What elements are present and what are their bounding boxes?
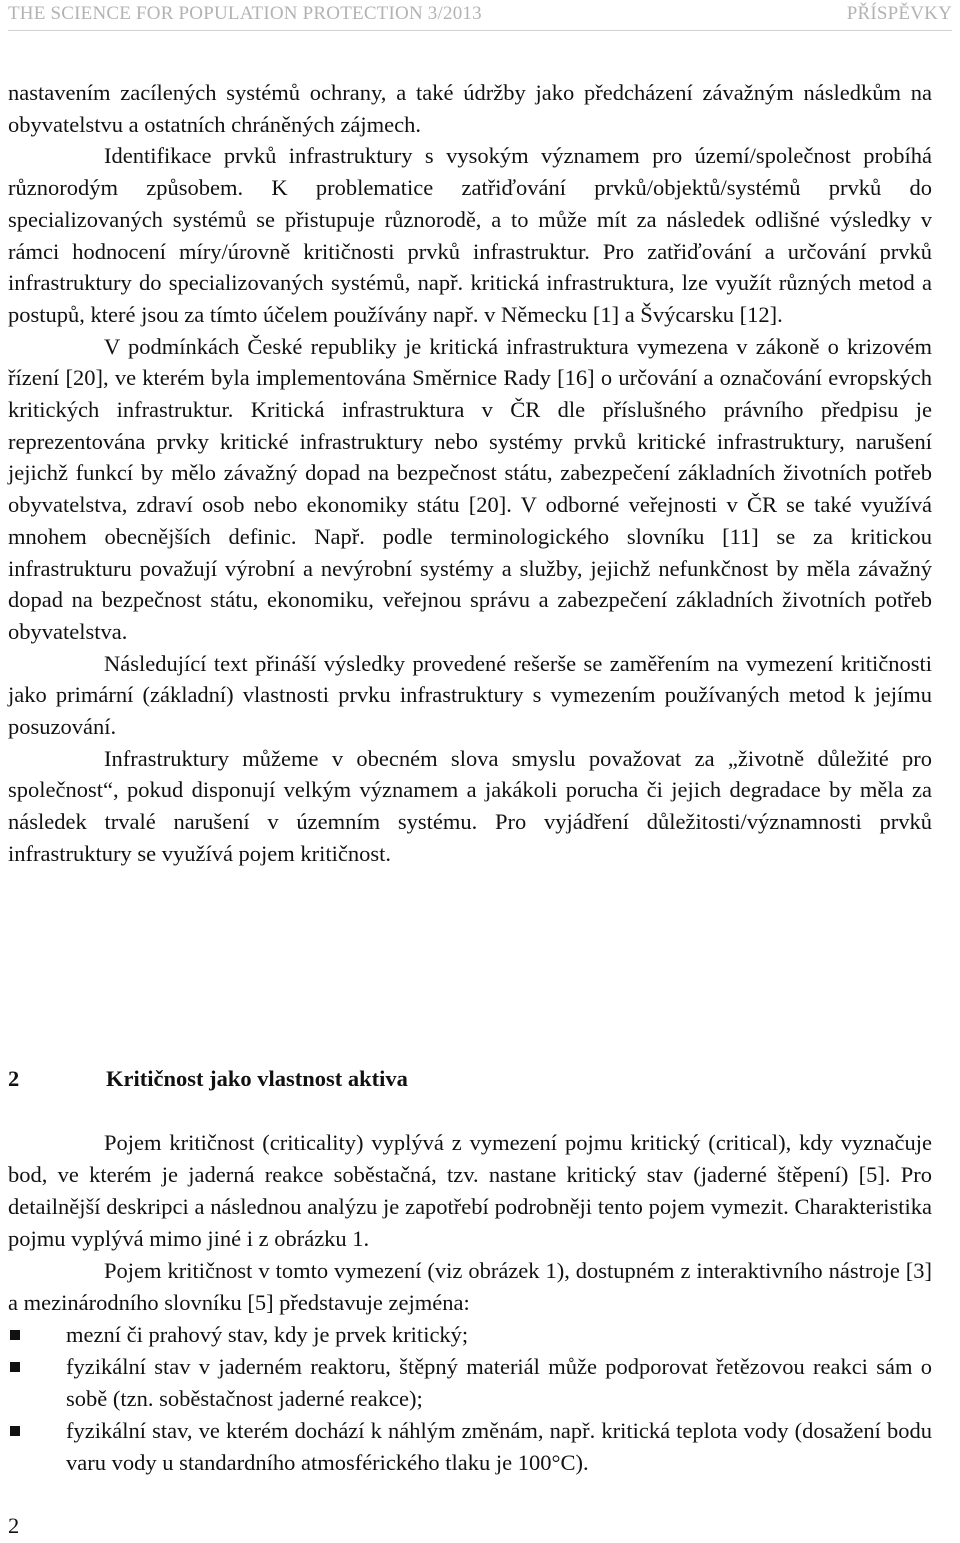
paragraph: Identifikace prvků infrastruktury s vysokým významem pro území/společnost probíhá různorodým způsobem. K problematice zatřiďování prvků/objektů/systémů prvků do specializovaných systémů se přistupuje různorodě, a to může mít za následek odlišné výsledky v rámci hodnocení míry/úrovně kritičnosti prvků infrastruktur. Pro zatřiďování a určování prvků infrastruktury do specializovaných systémů, např. kritická infrastruktura, lze využít různých metod a postupů, které jsou za tímto účelem používány např. v Německu [1] a Švýcarsku [12]. bbox=[8, 143, 932, 327]
bullet-list bbox=[8, 1319, 932, 1479]
list-item-text: mezní či prahový stav, kdy je prvek kritický; bbox=[66, 1322, 469, 1347]
section-number: 2 bbox=[8, 1066, 20, 1091]
section-title: Kritičnost jako vlastnost aktiva bbox=[106, 1066, 408, 1091]
square-bullet-icon bbox=[10, 1426, 20, 1436]
list-item bbox=[8, 1319, 932, 1351]
page-number: 2 bbox=[8, 1513, 20, 1538]
list-item-text: fyzikální stav, ve kterém dochází k náhlým změnám, např. kritická teplota vody (dosažení bodu varu vody u standardního atmosférického tlaku je 100°C). bbox=[66, 1418, 932, 1475]
list-item-text: fyzikální stav v jaderném reaktoru, štěpný materiál může podporovat řetězovou reakci sám o sobě (tzn. soběstačnost jaderné reakce); bbox=[66, 1354, 932, 1411]
paragraph: Pojem kritičnost v tomto vymezení (viz obrázek 1), dostupném z interaktivního nástroje [3] a mezinárodního slovníku [5] představuje zejména: bbox=[8, 1258, 932, 1315]
paragraph: Následující text přináší výsledky provedené rešerše se zaměřením na vymezení kritičnosti jako primární (základní) vlastnosti prvku infrastruktury s vymezením používaných metod k jejímu posuzování. bbox=[8, 650, 932, 740]
header-divider bbox=[8, 30, 952, 31]
paragraph: Pojem kritičnost (criticality) vyplývá z vymezení pojmu kritický (critical), kdy vyznačuje bod, ve kterém je jaderná reakce soběstačná, tzv. nastane kritický stav (jaderné štěpení) [5]. Pro detailnější deskripci a následnou analýzu je zapotřebí podrobněji tento pojem vymezit. Charakteristika pojmu vyplývá mimo jiné i z obrázku 1. bbox=[8, 1130, 932, 1251]
list-item bbox=[8, 1415, 932, 1479]
journal-title: THE SCIENCE FOR POPULATION PROTECTION 3/2013 bbox=[8, 3, 482, 24]
paragraph: nastavením zacílených systémů ochrany, a také údržby jako předcházení závažným následkům na obyvatelstvu a ostatních chráněných zájmech. bbox=[8, 80, 932, 137]
section-label: PŘÍSPĚVKY bbox=[846, 3, 952, 24]
section-body bbox=[8, 1127, 932, 1479]
paragraph: V podmínkách České republiky je kritická infrastruktura vymezena v zákoně o krizovém řízení [20], ve kterém byla implementována Směrnice Rady [16] o určování a označování evropských kritických infrastruktur. Kritická infrastruktura v ČR dle příslušného právního předpisu je reprezentována prvky kritické infrastruktury nebo systémy prvků kritické infrastruktury, narušení jejichž funkcí by mělo závažný dopad na bezpečnost státu, zabezpečení základních životních potřeb obyvatelstva, zdraví osob nebo ekonomiky státu [20]. V odborné veřejnosti v ČR se také využívá mnohem obecnějších definic. Např. podle terminologického slovníku [11] se za kritickou infrastrukturu považují výrobní a nevýrobní systémy a služby, jejichž nefunkčnost by měla závažný dopad na bezpečnost státu, ekonomiku, veřejnou správu a zabezpečení základních životních potřeb obyvatelstva. bbox=[8, 333, 932, 644]
article-body bbox=[8, 77, 932, 870]
square-bullet-icon bbox=[10, 1330, 20, 1340]
square-bullet-icon bbox=[10, 1362, 20, 1372]
paragraph: Infrastruktury můžeme v obecném slova smyslu považovat za „životně důležité pro společnost“, pokud disponují velkým významem a jakákoli porucha či jejich degradace by měla za následek trvalé narušení v územním systému. Pro vyjádření důležitosti/významnosti prvků infrastruktury se využívá pojem kritičnost. bbox=[8, 745, 932, 866]
running-header bbox=[8, 3, 952, 29]
list-item bbox=[8, 1351, 932, 1415]
